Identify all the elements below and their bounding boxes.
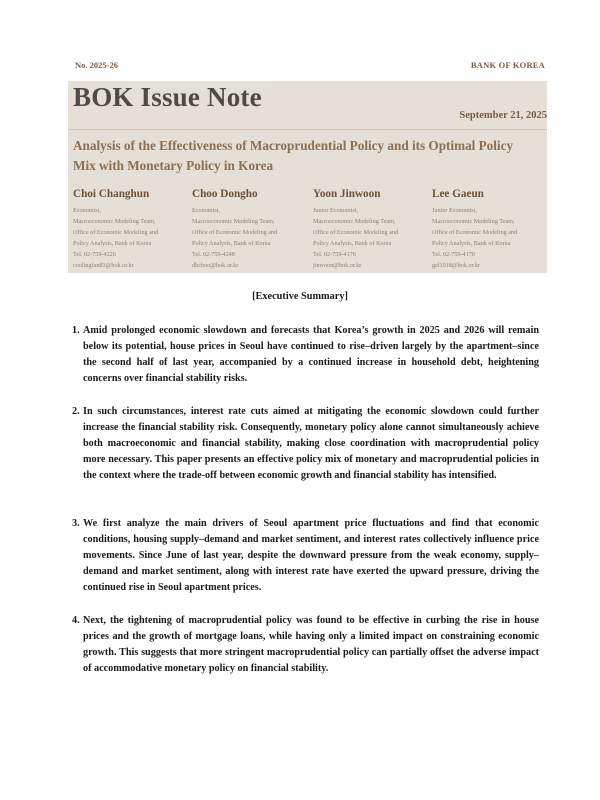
author-card	[192, 188, 310, 272]
author-email[interactable]: coolingfan83@bok.or.kr	[73, 262, 134, 270]
author-office: Policy Analysis, Bank of Korea	[192, 240, 271, 248]
author-team: Macroeconomic Modeling Team,	[73, 218, 156, 226]
author-name: Yoon Jinwoon	[313, 188, 381, 200]
author-office: Policy Analysis, Bank of Korea	[73, 240, 152, 248]
summary-item-number: 1.	[72, 325, 80, 336]
author-office: Office of Economic Modeling and	[192, 229, 278, 237]
summary-item-number: 4.	[72, 615, 80, 626]
header-box	[68, 81, 547, 273]
author-office: Office of Economic Modeling and	[73, 229, 159, 237]
summary-item-text: Next, the tightening of macroprudential policy was found to be effective in curbing the rise in house prices and the growth of mortgage loans, while having only a limited impact on constraining economic growth. This suggests that more stringent macroprudential policy can partially offset the adverse impact of accommodative monetary policy on financial stability.	[83, 615, 539, 674]
summary-item-number: 3.	[72, 518, 80, 529]
summary-item-1	[72, 323, 539, 387]
author-team: Macroeconomic Modeling Team,	[432, 218, 515, 226]
author-phone: Tel. 02-759-4176	[313, 251, 356, 259]
author-phone: Tel. 02-759-4226	[73, 251, 116, 259]
author-card	[432, 188, 550, 272]
author-title: Economist,	[192, 207, 221, 214]
author-name: Choo Dongho	[192, 188, 258, 200]
summary-item-text: Amid prolonged economic slowdown and forecasts that Korea’s growth in 2025 and 2026 will remain below its potential, house prices in Seoul have continued to rise–driven largely by the apartment–since the second half of last year, accompanied by a continued increase in household debt, heightening concerns over financial stability risks.	[83, 325, 539, 384]
document-top-line	[75, 60, 545, 74]
author-name: Lee Gaeun	[432, 188, 484, 200]
author-phone: Tel. 02-759-4248	[192, 251, 235, 259]
author-email[interactable]: jinwoon@bok.or.kr	[313, 262, 362, 270]
author-title: Junior Economist,	[432, 207, 478, 214]
executive-summary-heading: [Executive Summary]	[252, 291, 348, 302]
organization-name: BANK OF KOREA	[470, 60, 545, 70]
author-team: Macroeconomic Modeling Team,	[192, 218, 275, 226]
author-title: Junior Economist,	[313, 207, 359, 214]
author-phone: Tel. 02-759-4170	[432, 251, 475, 259]
author-email[interactable]: dhchoo@bok.or.kr	[192, 262, 239, 270]
summary-item-4	[72, 613, 539, 677]
header-divider	[68, 129, 547, 130]
author-office: Policy Analysis, Bank of Korea	[313, 240, 392, 248]
author-team: Macroeconomic Modeling Team,	[313, 218, 396, 226]
summary-item-2	[72, 404, 539, 484]
publication-date: September 21, 2025	[459, 110, 547, 121]
author-office: Policy Analysis, Bank of Korea	[432, 240, 511, 248]
author-name: Choi Changhun	[73, 188, 150, 200]
document-subtitle: Analysis of the Effectiveness of Macroprudential Policy and its Optimal Policy Mix with Monetary Policy in Korea	[73, 138, 514, 173]
author-card	[313, 188, 431, 272]
author-office: Office of Economic Modeling and	[432, 229, 518, 237]
author-title: Economist,	[73, 207, 102, 214]
summary-item-number: 2.	[72, 406, 80, 417]
author-card	[73, 188, 191, 272]
author-email[interactable]: gel1018@bok.or.kr	[432, 262, 480, 270]
author-office: Office of Economic Modeling and	[313, 229, 399, 237]
summary-item-text: In such circumstances, interest rate cuts aimed at mitigating the economic slowdown could further increase the financial stability risk. Consequently, monetary policy alone cannot simultaneously achieve both macroeconomic and financial stability, making close coordination with macroprudential policy more necessary. This paper presents an effective policy mix of monetary and macroprudential policies in the context where the trade-off between economic growth and financial stability has intensified.	[83, 406, 539, 481]
summary-item-text: We first analyze the main drivers of Seoul apartment price fluctuations and find that economic conditions, housing supply–demand and market sentiment, and interest rates collectively influence price movements. Since June of last year, despite the downward pressure from the weak economy, supply–demand and market sentiment, along with interest rate have exerted the upward pressure, driving the continued rise in Seoul apartment prices.	[83, 518, 539, 593]
document-title: BOK Issue Note	[73, 82, 262, 112]
issue-number: No. 2025-26	[75, 60, 118, 70]
summary-item-3	[72, 516, 539, 596]
